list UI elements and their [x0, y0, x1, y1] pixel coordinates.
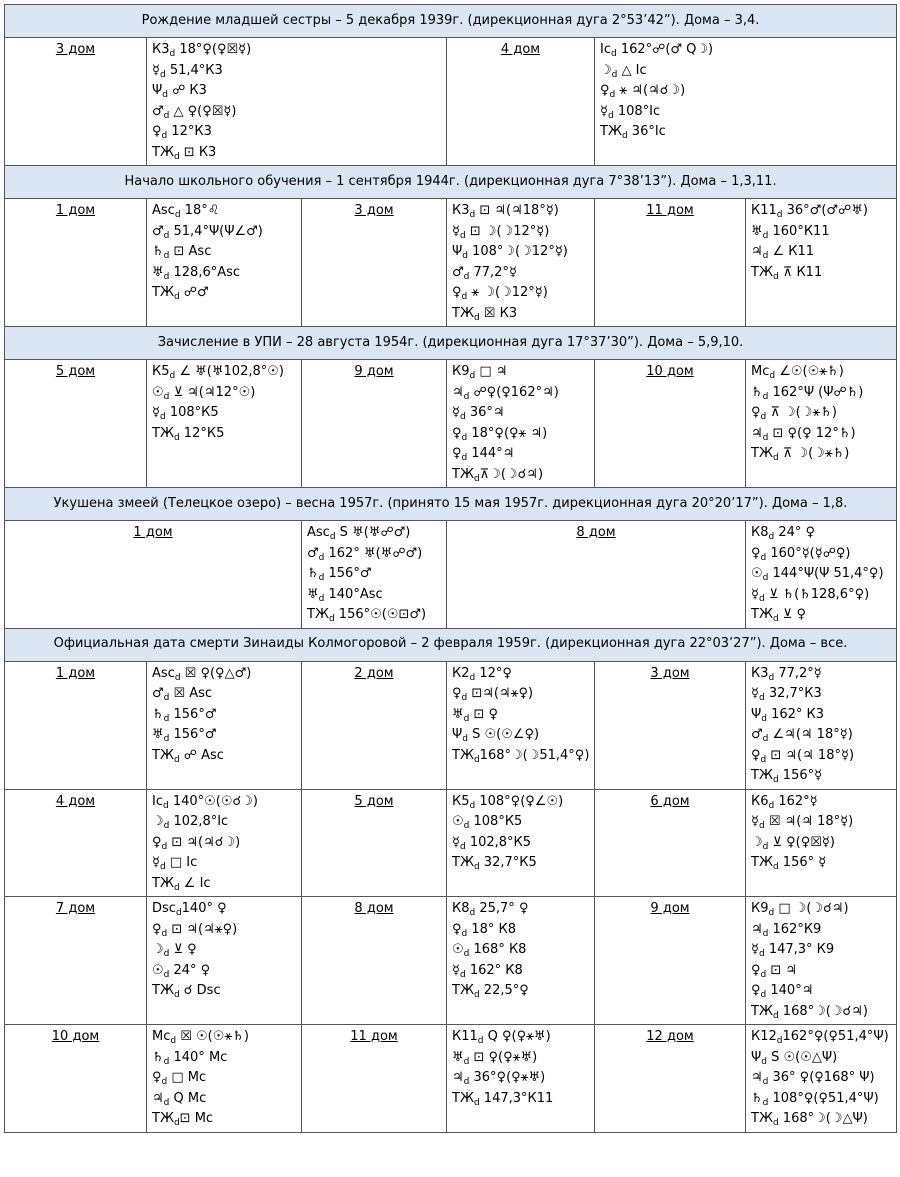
house-aspects	[447, 897, 595, 1025]
aspect-line: $\Psi_d$ 108°☽(☽12°☿)	[452, 244, 568, 261]
house-label: 1 дом	[5, 521, 302, 629]
direction-subscript: d	[762, 230, 769, 241]
aspect-line: $ТЖ_d⊡$ Mc	[152, 1111, 214, 1128]
house-label: 8 дом	[302, 897, 447, 1025]
event-header-row	[5, 628, 897, 661]
aspect-line: $♀_d$ 140°♃	[751, 983, 814, 1000]
direction-subscript: d	[768, 672, 775, 683]
house-aspects	[147, 789, 302, 897]
event-header-row	[5, 488, 897, 521]
direction-subscript: d	[761, 713, 767, 724]
direction-subscript: d	[760, 969, 767, 980]
aspect-line: $☿_d$ 51,4°К3	[152, 62, 223, 80]
direction-subscript: d	[762, 841, 769, 852]
aspect-line: $К9_d$ □ ☽(☽☌♃)	[751, 901, 849, 918]
direction-subscript: d	[772, 271, 779, 282]
direction-subscript: d	[762, 928, 769, 939]
event-header: Начало школьного обучения – 1 сентября 1944г. (дирекционная дуга 7°38’13”). Дома – 1,3,11.	[5, 166, 897, 199]
aspect-line: $♃_d$ 162°К9	[751, 921, 822, 939]
direction-subscript: d	[469, 908, 476, 918]
aspect-line: $☿_d$ 102,8°К5	[452, 834, 532, 852]
aspect-line: $♀_d$ ⊡ ♃	[751, 962, 798, 980]
direction-subscript: d	[762, 573, 769, 583]
aspect-line: $♃_d$ 36° ♀(♀168° Ψ)	[751, 1070, 875, 1087]
aspect-line: $♀_d$ ⊡♃(♃⚹♀)	[452, 686, 534, 703]
aspect-line: $♃_d$ ∠ К11	[751, 244, 815, 261]
houses-row	[5, 521, 897, 629]
house-aspects	[302, 521, 447, 629]
direction-subscript: d	[162, 800, 169, 811]
house-label: 9 дом	[302, 360, 447, 488]
aspect-line: $ТЖ_d$ ⊼ К11	[751, 264, 823, 282]
direction-subscript: d	[459, 412, 466, 422]
aspect-line: $ТЖ_d168^\circ☽(☽51,4^\circ♀)$	[452, 747, 590, 765]
aspect-line: $К11_d$ Q ♀(♀⚹♅)	[452, 1029, 551, 1046]
direction-subscript: d	[762, 251, 769, 261]
aspect-line: $☉_d$ 24° ♀	[152, 962, 211, 980]
house-aspects	[746, 897, 897, 1025]
aspect-line: $ТЖ_d$ 36°Ic	[600, 124, 666, 141]
direction-subscript: d	[776, 210, 783, 220]
aspect-line: Dsc$_d$140° ♀	[152, 901, 227, 918]
house-aspects	[147, 360, 302, 488]
aspect-line: $♄_d$ 162°Ψ (Ψ☍♄)	[751, 384, 864, 402]
aspect-line: $К3_d$ ⊡ ♃(♃18°☿)	[452, 203, 559, 220]
direction-subscript: d	[760, 990, 767, 1000]
direction-subscript: d	[469, 371, 476, 381]
aspect-line: $К3_d$ 18°♀(♀☒☿)	[152, 42, 252, 59]
house-label: 10 дом	[595, 360, 746, 488]
direction-subscript: d	[173, 292, 180, 302]
document-page	[4, 4, 896, 1133]
aspect-line: $♅_d$ ⊡ ♀	[452, 706, 499, 724]
aspect-line: $☿_d$ 36°♃	[452, 405, 505, 422]
house-aspects	[447, 661, 595, 789]
direction-subscript: d	[758, 821, 765, 831]
direction-subscript: d	[163, 969, 170, 980]
direction-subscript: d	[159, 69, 166, 80]
direction-subscript: d	[772, 862, 779, 872]
aspect-line: $♀_d$ ⊡ ♃(♃☌☽)	[152, 834, 241, 852]
house-label: 6 дом	[595, 789, 746, 897]
aspect-line: $☽_d$ △ Ic	[600, 62, 647, 80]
aspect-line: $♀_d$ ⚹ ☽(☽12°☿)	[452, 285, 548, 302]
house-aspects	[147, 38, 447, 166]
direction-subscript: d	[461, 928, 468, 939]
aspect-line: $К5_d$ 108°♀(♀∠☉)	[452, 793, 564, 811]
direction-subscript: d	[768, 908, 775, 918]
aspect-line: $☿_d$ 147,3° К9	[751, 942, 835, 959]
direction-subscript: d	[758, 593, 765, 604]
aspect-line: $☽_d$ ⊻ ♀(♀☒☿)	[751, 834, 835, 852]
house-label: 4 дом	[447, 38, 595, 166]
direction-subscript: d	[461, 292, 468, 302]
aspect-line: $ТЖ_d$ 147,3°К11	[452, 1090, 554, 1108]
direction-subscript: d	[173, 432, 180, 443]
aspect-line: $♅_d$ 156°♂	[152, 727, 217, 744]
aspect-line: $К5_d$ ∠ ♅(♅102,8°☉)	[152, 364, 284, 381]
event-header: Зачисление в УПИ – 28 августа 1954г. (дирекционная дуга 17°37’30”). Дома – 5,9,10.	[5, 327, 897, 360]
direction-subscript: d	[762, 1077, 769, 1087]
aspect-line: $♀_d$ ⚹ ♃(♃☌☽)	[600, 83, 686, 100]
aspect-line: $ТЖ_d$ ⊻ ♀	[751, 607, 806, 624]
direction-subscript: d	[462, 734, 468, 744]
aspect-line: $К11_d$ 36°♂(♂☍♅)	[751, 203, 868, 220]
aspect-line: $♂_d$ △ ♀(♀☒☿)	[152, 103, 237, 121]
aspect-line: Asc$_d$ ☒ ♀(♀△♂)	[152, 665, 252, 683]
direction-subscript: d	[760, 754, 767, 765]
aspect-line: $♂_d$ ☒ Asc	[152, 686, 213, 703]
direction-subscript: d	[462, 251, 468, 261]
aspect-line: $♀_d$ ⊼ ☽(☽⚹♄)	[751, 405, 837, 422]
aspect-line: Asc$_d$ S ♅(♅☍♂)	[307, 525, 411, 542]
direction-subscript: d	[469, 210, 476, 220]
direction-subscript: d	[473, 754, 480, 765]
aspect-line: $\Psi_d$ ☍ К3	[152, 83, 207, 100]
aspect-line: $К12_d162^\circ♀(♀51,4^\circ\Psi)$	[751, 1029, 889, 1046]
aspect-line: $♅_d$ 140°Asc	[307, 586, 383, 604]
direction-subscript: d	[477, 1036, 484, 1046]
direction-subscript: d	[173, 990, 180, 1000]
house-label: 9 дом	[595, 897, 746, 1025]
houses-row	[5, 199, 897, 327]
direction-subscript: d	[159, 412, 166, 422]
direction-subscript: d	[762, 432, 769, 443]
house-label: 11 дом	[302, 1025, 447, 1133]
direction-subscript: d	[772, 1118, 779, 1128]
house-aspects	[447, 789, 595, 897]
direction-subscript: d	[461, 693, 468, 703]
house-label: 11 дом	[595, 199, 746, 327]
direction-subscript: d	[161, 131, 168, 141]
event-header: Официальная дата смерти Зинаиды Колмогоровой – 2 февраля 1959г. (дирекционная дуга 22°03’27”). Дома – все.	[5, 628, 897, 661]
aspect-line: $\Psi_d$ S ☉(☉∠♀)	[452, 727, 540, 744]
house-aspects	[746, 1025, 897, 1133]
direction-subscript: d	[163, 949, 170, 959]
aspect-line: $ТЖ_d$ 168°☽(☽△Ψ)	[751, 1111, 868, 1128]
house-label: 5 дом	[5, 360, 147, 488]
aspect-line: Asc$_d$ 18°♌	[152, 203, 220, 220]
house-label: 8 дом	[447, 521, 746, 629]
direction-subscript: d	[163, 110, 170, 121]
aspect-line: $♅_d$ ⊡ ♀(♀⚹♅)	[452, 1049, 538, 1067]
aspect-line: $♃_d$ ☍♀(♀162°♃)	[452, 384, 559, 402]
aspect-line: $♂_d$ ∠♃(♃ 18°☿)	[751, 727, 853, 744]
direction-subscript: d	[459, 969, 466, 980]
direction-subscript: d	[163, 713, 170, 724]
house-aspects	[147, 897, 302, 1025]
direction-subscript: d	[473, 862, 480, 872]
aspect-line: $ТЖ_d$ 156°☉(☉⊡♂)	[307, 607, 427, 624]
house-label: 10 дом	[5, 1025, 147, 1133]
aspect-line: $ТЖ_d⊼☽(☽☌♃)$	[452, 466, 544, 484]
aspect-line: $☽_d$ 102,8°Ic	[152, 814, 229, 831]
house-label: 4 дом	[5, 789, 147, 897]
aspect-line: $ТЖ_d$ ⊡ К3	[152, 144, 217, 162]
aspect-line: $☉_d$ 168° К8	[452, 942, 527, 959]
house-aspects	[447, 1025, 595, 1133]
direction-subscript: d	[170, 1036, 177, 1046]
direction-subscript: d	[163, 821, 170, 831]
aspect-line: $♃_d$ ⊡ ♀(♀ 12°♄)	[751, 425, 856, 443]
house-aspects	[447, 199, 595, 327]
event-header-row	[5, 166, 897, 199]
direction-subscript: d	[469, 672, 476, 683]
aspect-line: $♂_d$ 162° ♅(♅☍♂)	[307, 545, 423, 563]
direction-subscript: d	[463, 391, 470, 402]
direction-subscript: d	[318, 552, 325, 563]
house-aspects	[746, 360, 897, 488]
direction-subscript: d	[461, 453, 468, 463]
event-header-row	[5, 327, 897, 360]
direction-subscript: d	[159, 862, 166, 872]
direction-subscript: d	[463, 1056, 470, 1067]
direction-subscript: d	[163, 734, 170, 744]
houses-row	[5, 897, 897, 1025]
house-label: 1 дом	[5, 199, 147, 327]
aspect-line: $☉_d$ 144°Ψ(Ψ 51,4°♀)	[751, 566, 884, 583]
aspect-line: $♀_d$ ⊡ ♃(♃ 18°☿)	[751, 747, 855, 765]
aspect-line: $ТЖ_d$ 168°☽(☽☌♃)	[751, 1003, 868, 1021]
aspect-line: $♃_d$ 36°♀(♀⚹♅)	[452, 1070, 546, 1087]
direction-subscript: d	[463, 949, 470, 959]
aspect-line: $♄_d$ 108°♀(♀51,4°Ψ)	[751, 1090, 879, 1108]
aspect-line: $♂_d$ 77,2°☿	[452, 264, 517, 282]
house-aspects	[746, 789, 897, 897]
direction-subscript: d	[776, 1036, 783, 1046]
direction-subscript: d	[329, 532, 336, 542]
aspect-line: $ТЖ_d$ 32,7°К5	[452, 855, 537, 872]
aspect-line: $Ic_d$ 162°☍(♂ Q☽)	[600, 42, 714, 59]
direction-subscript: d	[328, 614, 335, 624]
direction-subscript: d	[762, 391, 769, 402]
direction-subscript: d	[173, 1118, 180, 1128]
houses-row	[5, 789, 897, 897]
aspect-line: $ТЖ_d$ ☌ Dsc	[152, 983, 221, 1000]
direction-subscript: d	[174, 210, 181, 220]
aspect-line: $К2_d$ 12°♀	[452, 665, 512, 683]
direction-subscript: d	[768, 532, 775, 542]
aspect-line: $К9_d$ □ ♃	[452, 364, 508, 381]
aspect-line: $ТЖ_d$ 22,5°♀	[452, 983, 529, 1000]
direction-subscript: d	[761, 1056, 767, 1067]
direction-subscript: d	[760, 412, 767, 422]
aspect-line: $♄_d$ ⊡ Asc	[152, 244, 212, 261]
direction-subscript: d	[161, 841, 168, 852]
house-label: 1 дом	[5, 661, 147, 789]
houses-row	[5, 661, 897, 789]
direction-subscript: d	[772, 1010, 779, 1021]
direction-subscript: d	[163, 271, 170, 282]
aspect-line: $☿_d$ ⊡ ☽(☽12°☿)	[452, 223, 550, 241]
houses-row	[5, 360, 897, 488]
aspect-line: $Ic_d$ 140°☉(☉☌☽)	[152, 793, 258, 811]
direction-subscript: d	[163, 693, 170, 703]
direction-subscript: d	[768, 800, 775, 811]
direction-subscript: d	[758, 949, 765, 959]
direction-subscript: d	[163, 230, 170, 241]
direction-subscript: d	[769, 371, 776, 381]
direction-subscript: d	[772, 775, 779, 785]
aspect-line: $К8_d$ 24° ♀	[751, 525, 816, 542]
direction-subscript: d	[463, 1077, 470, 1087]
direction-subscript: d	[772, 453, 779, 463]
aspect-line: $К8_d$ 25,7° ♀	[452, 901, 529, 918]
aspect-line: $ТЖ_d$ 156° ☿	[751, 855, 827, 872]
house-label: 5 дом	[302, 789, 447, 897]
aspect-line: $☉_d$ ⊻ ♃(♃12°☉)	[152, 384, 256, 402]
aspect-line: $♅_d$ 128,6°Asc	[152, 264, 241, 282]
aspect-line: $☉_d$ 108°К5	[452, 814, 523, 831]
direction-subscript: d	[762, 1097, 769, 1108]
direction-subscript: d	[758, 693, 765, 703]
direction-subscript: d	[609, 90, 616, 100]
direction-subscript: d	[318, 593, 325, 604]
direction-subscript: d	[607, 110, 614, 121]
aspect-line: $ТЖ_d$ ⊼ ☽(☽⚹♄)	[751, 446, 850, 463]
aspect-line: $♀_d$ □ Mc	[152, 1070, 207, 1087]
direction-subscript: d	[173, 882, 180, 893]
direction-subscript: d	[173, 151, 180, 162]
direction-subscript: d	[163, 251, 170, 261]
aspect-line: $Мс_d$ ∠☉(☉⚹♄)	[751, 364, 844, 381]
aspect-line: $\Psi_d$ 162° К3	[751, 706, 825, 724]
direction-subscript: d	[161, 928, 168, 939]
direction-subscript: d	[169, 371, 176, 381]
aspect-line: $К3_d$ 77,2°☿	[751, 665, 822, 683]
aspect-line: $☽_d$ ⊻ ♀	[152, 942, 197, 959]
direction-subscript: d	[469, 800, 476, 811]
house-label: 12 дом	[595, 1025, 746, 1133]
direction-subscript: d	[175, 908, 182, 918]
direction-subscript: d	[473, 1097, 480, 1108]
aspect-line: $♀_d$ 18°♀(♀⚹ ♃)	[452, 425, 548, 443]
aspect-line: $☿_d$ 108°К5	[152, 405, 219, 422]
aspect-line: $☿_d$ ☒ ♃(♃ 18°☿)	[751, 814, 854, 831]
house-aspects	[147, 1025, 302, 1133]
houses-row	[5, 38, 897, 166]
direction-subscript: d	[174, 672, 181, 683]
aspect-line: $ТЖ_d$ ☍♂	[152, 285, 209, 302]
direction-subscript: d	[463, 271, 470, 282]
event-header: Укушена змеей (Телецкое озеро) – весна 1957г. (принято 15 мая 1957г. дирекционная дуга 20°20’17”). Дома – 1,8.	[5, 488, 897, 521]
aspect-line: $К6_d$ 162°☿	[751, 793, 818, 811]
aspect-line: $♀_d$ 18° К8	[452, 921, 517, 939]
aspect-line: $♄_d$ 156°♂	[307, 566, 372, 583]
aspect-line: $♅_d$ 160°К11	[751, 223, 830, 241]
direction-subscript: d	[762, 734, 769, 744]
direction-subscript: d	[163, 391, 170, 402]
aspect-line: $Mc_d$ ☒ ☉(☉⚹♄)	[152, 1029, 249, 1046]
aspect-line: $ТЖ_d$ ☍ Asc	[152, 747, 224, 765]
house-label: 3 дом	[5, 38, 147, 166]
direction-subscript: d	[473, 312, 480, 323]
aspect-line: $♀_d$ ⊡ ♃(♃⚹♀)	[152, 921, 238, 939]
house-aspects	[147, 199, 302, 327]
aspect-line: $\Psi_d$ S ☉(☉△Ψ)	[751, 1049, 838, 1067]
aspect-line: $☿_d$ 32,7°К3	[751, 686, 822, 703]
event-header-row	[5, 5, 897, 38]
aspect-line: $ТЖ_d$ ∠ Ic	[152, 875, 211, 893]
direction-subscript: d	[611, 69, 618, 80]
direction-subscript: d	[772, 614, 779, 624]
direction-subscript: d	[473, 473, 480, 484]
direction-subscript: d	[461, 432, 468, 443]
aspect-line: $♄_d$ 140° Mc	[152, 1049, 228, 1067]
aspect-line: $☿_d$ □ Ic	[152, 855, 198, 872]
house-label: 7 дом	[5, 897, 147, 1025]
house-label: 3 дом	[595, 661, 746, 789]
direction-subscript: d	[463, 821, 470, 831]
house-label: 3 дом	[302, 199, 447, 327]
aspect-line: $♀_d$ 144°♃	[452, 446, 515, 463]
direction-subscript: d	[169, 49, 176, 59]
direction-subscript: d	[162, 90, 168, 100]
direction-subscript: d	[173, 754, 180, 765]
aspect-line: $☿_d$ 108°Ic	[600, 103, 661, 121]
direction-subscript: d	[463, 713, 470, 724]
aspect-line: $♃_d$ Q Mc	[152, 1090, 207, 1108]
aspect-line: $ТЖ_d$ 156°☿	[751, 768, 823, 785]
aspect-line: $ТЖ_d$ ☒ К3	[452, 305, 518, 323]
aspect-line: $☿_d$ ⊻ ♄(♄128,6°♀)	[751, 586, 870, 604]
direction-subscript: d	[621, 131, 628, 141]
direction-subscript: d	[610, 49, 617, 59]
direction-subscript: d	[161, 1077, 168, 1087]
direction-subscript: d	[163, 1056, 170, 1067]
direction-subscript: d	[459, 230, 466, 241]
house-aspects	[746, 199, 897, 327]
house-aspects	[746, 661, 897, 789]
house-aspects	[746, 521, 897, 629]
house-label: 2 дом	[302, 661, 447, 789]
aspect-line: $♀_d$ 160°☿(☿☍♀)	[751, 545, 851, 563]
direction-subscript: d	[459, 841, 466, 852]
aspect-line: $♀_d$ 12°К3	[152, 124, 212, 141]
direction-subscript: d	[760, 552, 767, 563]
aspect-line: $ТЖ_d$ 12°К5	[152, 425, 225, 443]
direction-subscript: d	[473, 990, 480, 1000]
direction-subscript: d	[318, 573, 325, 583]
direction-subscript: d	[163, 1097, 170, 1108]
aspect-line: $♂_d$ 51,4°Ψ(Ψ∠♂)	[152, 223, 263, 241]
aspect-line: $♄_d$ 156°♂	[152, 706, 217, 724]
house-aspects	[595, 38, 897, 166]
directions-table	[4, 4, 897, 1133]
aspect-line: $☿_d$ 162° К8	[452, 962, 523, 980]
houses-row	[5, 1025, 897, 1133]
house-aspects	[447, 360, 595, 488]
event-header: Рождение младшей сестры – 5 декабря 1939г. (дирекционная дуга 2°53’42”). Дома – 3,4.	[5, 5, 897, 38]
house-aspects	[147, 661, 302, 789]
